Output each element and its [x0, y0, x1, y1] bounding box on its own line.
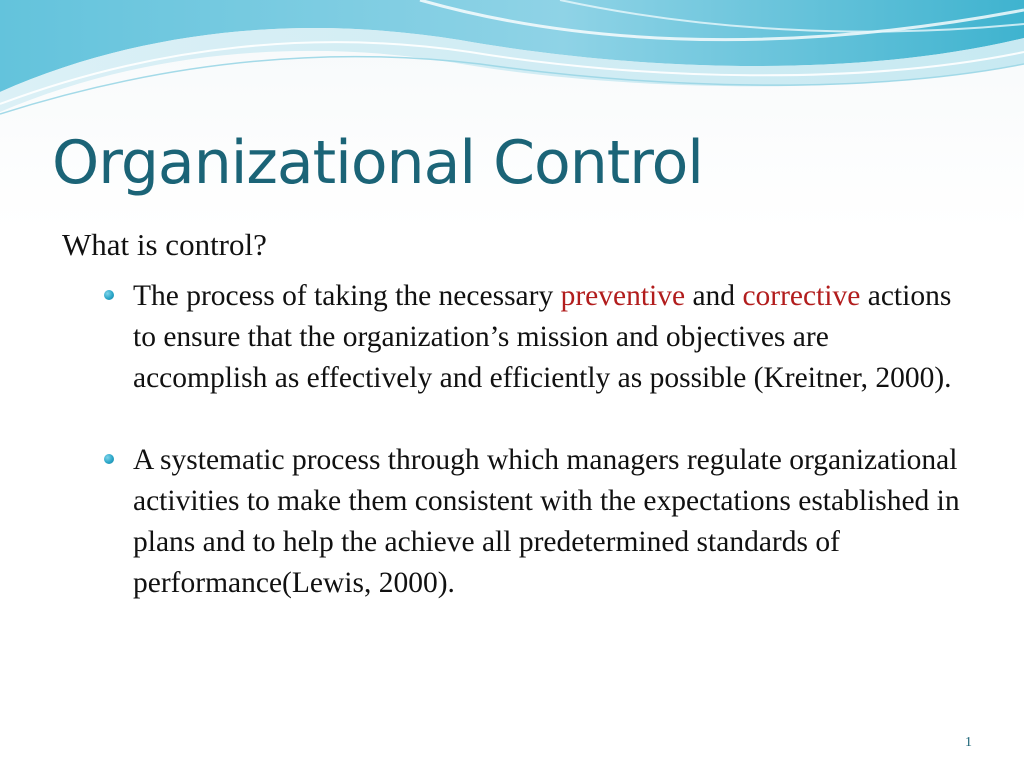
slide-title: Organizational Control [52, 128, 703, 198]
bullet1-text-part3: actions to ensure that the organization’s mission and objectives are accomplish as effectively and efficiently as possible (Kreitner, 2000). [133, 280, 952, 394]
slide-subheading: What is control? [62, 227, 267, 262]
page-number: 1 [965, 735, 972, 750]
bullet-item-definition-lewis [104, 440, 964, 604]
bullet1-highlight-preventive: preventive [560, 280, 686, 312]
bullet2-text: A systematic process through which managers regulate organizational activities to make them consistent with the expectations established in plans and to help the achieve all predetermined standards of performance(Lewis, 2000). [133, 444, 960, 599]
bullet-dot-icon [104, 290, 114, 300]
bullet-dot-icon [104, 454, 114, 464]
bullet-item-definition-kreitner [104, 276, 964, 399]
bullet1-text-part2: and [692, 280, 736, 312]
bullet-list [104, 276, 964, 604]
bullet1-highlight-corrective: corrective [742, 280, 861, 312]
header-wave-decoration [0, 0, 1024, 140]
bullet1-text-part1: The process of taking the necessary [133, 280, 554, 312]
